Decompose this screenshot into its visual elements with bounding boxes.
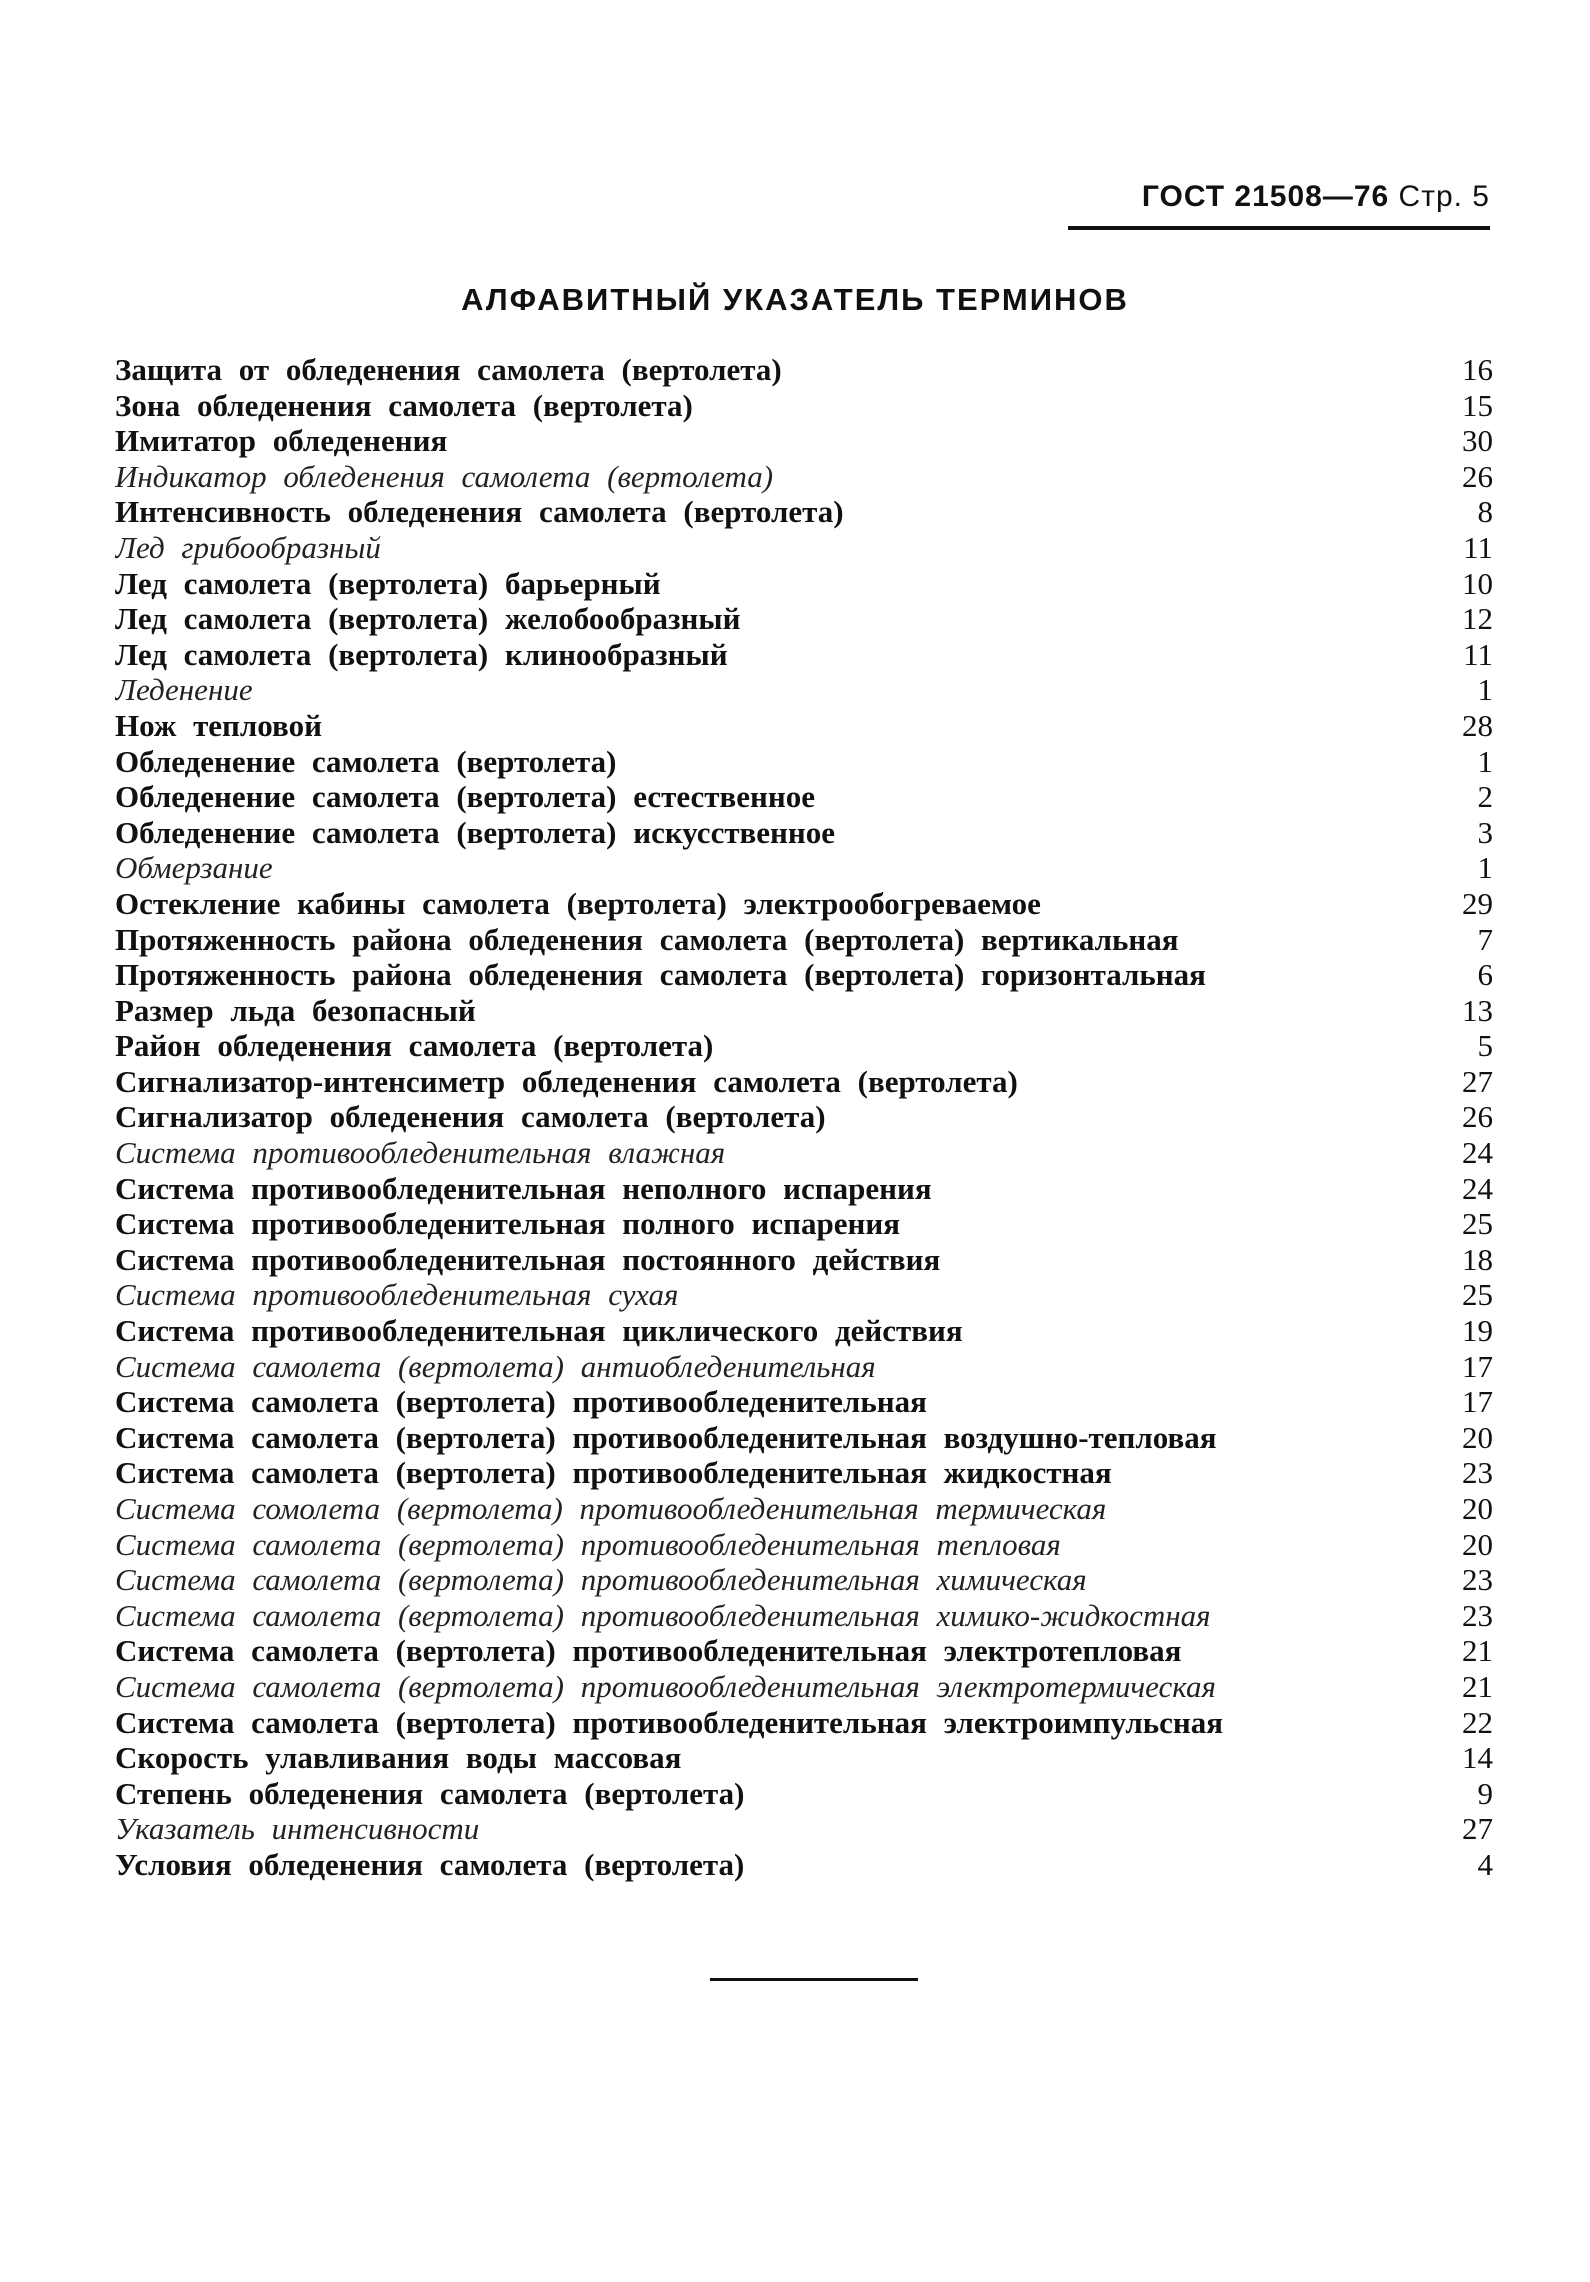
entry-page-number: 6 <box>1477 957 1493 993</box>
entry-page-number: 16 <box>1462 352 1493 387</box>
index-entry <box>115 1028 1493 1064</box>
entry-term: Размер льда безопасный <box>115 992 476 1028</box>
entry-term: Леденение <box>115 672 253 708</box>
entry-page-number: 24 <box>1462 1170 1493 1206</box>
index-entry <box>115 1455 1493 1491</box>
index-entry <box>115 886 1493 922</box>
entry-page-number: 12 <box>1462 601 1493 637</box>
index-entry <box>115 1669 1493 1705</box>
index-entry <box>115 1740 1493 1776</box>
index-entry <box>115 1171 1493 1207</box>
index-entry <box>115 1064 1493 1100</box>
footer-divider <box>710 1978 918 1981</box>
index-entry <box>115 601 1493 637</box>
entry-page-number: 23 <box>1462 1562 1493 1598</box>
entry-term: Система самолета (вертолета) противообледенительная химико-жидкостная <box>115 1597 1211 1633</box>
entry-page-number: 1 <box>1477 743 1493 779</box>
entry-term: Остекление кабины самолета (вертолета) электрообогреваемое <box>115 885 1041 921</box>
entry-term: Система самолета (вертолета) противообледенительная электроимпульсная <box>115 1704 1224 1740</box>
entry-term: Степень обледенения самолета (вертолета) <box>115 1775 745 1811</box>
entry-term: Зона обледенения самолета (вертолета) <box>115 387 693 423</box>
entry-page-number: 22 <box>1462 1704 1493 1740</box>
index-entry <box>115 1206 1493 1242</box>
entry-term: Имитатор обледенения <box>115 423 448 459</box>
entry-term: Сигнализатор-интенсиметр обледенения самолета (вертолета) <box>115 1063 1018 1099</box>
entry-page-number: 26 <box>1462 458 1493 494</box>
entry-term: Система самолета (вертолета) противообледенительная химическая <box>115 1562 1087 1598</box>
entry-term: Протяженность района обледенения самолета (вертолета) горизонтальная <box>115 957 1206 993</box>
entry-page-number: 2 <box>1477 779 1493 815</box>
entry-page-number: 3 <box>1477 814 1493 850</box>
entry-term: Защита от обледенения самолета (вертолета) <box>115 352 782 387</box>
entry-page-number: 24 <box>1462 1135 1493 1171</box>
entry-term: Лед грибообразный <box>115 529 381 565</box>
entry-page-number: 15 <box>1462 387 1493 423</box>
entry-page-number: 25 <box>1462 1277 1493 1313</box>
index-entry <box>115 1349 1493 1385</box>
entry-page-number: 28 <box>1462 707 1493 743</box>
entry-term: Система противообледенительная полного испарения <box>115 1206 900 1242</box>
entry-page-number: 11 <box>1463 529 1493 565</box>
index-entry <box>115 1313 1493 1349</box>
entry-page-number: 26 <box>1462 1099 1493 1135</box>
entry-page-number: 7 <box>1477 921 1493 957</box>
index-entry <box>115 388 1493 424</box>
entry-term: Система противообледенительная влажная <box>115 1135 726 1171</box>
entry-term: Обледенение самолета (вертолета) <box>115 743 617 779</box>
entry-term: Скорость улавливания воды массовая <box>115 1740 682 1776</box>
entry-page-number: 10 <box>1462 565 1493 601</box>
index-entry <box>115 1242 1493 1278</box>
entry-term: Система противообледенительная постоянного действия <box>115 1241 941 1277</box>
entry-page-number: 23 <box>1462 1455 1493 1491</box>
entry-page-number: 17 <box>1462 1384 1493 1420</box>
entry-term: Протяженность района обледенения самолета (вертолета) вертикальная <box>115 921 1179 957</box>
entry-term: Обледенение самолета (вертолета) искусственное <box>115 814 836 850</box>
index-entry <box>115 1099 1493 1135</box>
index-entry <box>115 1277 1493 1313</box>
index-entry <box>115 459 1493 495</box>
index-entry <box>115 637 1493 673</box>
entry-page-number: 30 <box>1462 423 1493 459</box>
index-entry <box>115 708 1493 744</box>
index-entry <box>115 1847 1493 1883</box>
entry-term: Система самолета (вертолета) противообледенительная <box>115 1384 927 1420</box>
entry-page-number: 11 <box>1463 636 1493 672</box>
index-entry <box>115 957 1493 993</box>
page-header <box>1000 180 1490 214</box>
entry-page-number: 5 <box>1477 1028 1493 1064</box>
entry-term: Сигнализатор обледенения самолета (вертолета) <box>115 1099 826 1135</box>
entry-page-number: 4 <box>1477 1846 1493 1882</box>
entry-term: Нож тепловой <box>115 707 322 743</box>
entry-page-number: 20 <box>1462 1526 1493 1562</box>
entry-term: Условия обледенения самолета (вертолета) <box>115 1846 745 1882</box>
entry-term: Район обледенения самолета (вертолета) <box>115 1028 714 1064</box>
index-entry <box>115 1776 1493 1812</box>
entry-term: Система противообледенительная неполного испарения <box>115 1170 932 1206</box>
index-entry <box>115 1384 1493 1420</box>
entry-term: Система самолета (вертолета) противообледенительная воздушно-тепловая <box>115 1419 1217 1455</box>
page-number-label: Стр. 5 <box>1398 180 1490 213</box>
entry-term: Система самолета (вертолета) антиобледенительная <box>115 1348 876 1384</box>
entry-page-number: 8 <box>1477 494 1493 530</box>
index-entry <box>115 850 1493 886</box>
index-entry <box>115 744 1493 780</box>
entry-term: Лед самолета (вертолета) желобообразный <box>115 601 741 637</box>
index-entry <box>115 815 1493 851</box>
entry-page-number: 27 <box>1462 1063 1493 1099</box>
index-entry <box>115 1598 1493 1634</box>
index-entry <box>115 352 1493 388</box>
entry-term: Обмерзание <box>115 850 273 886</box>
term-index-list <box>115 352 1493 1883</box>
entry-page-number: 14 <box>1462 1740 1493 1776</box>
entry-page-number: 13 <box>1462 992 1493 1028</box>
index-entry <box>115 530 1493 566</box>
index-entry <box>115 494 1493 530</box>
index-entry <box>115 566 1493 602</box>
entry-page-number: 20 <box>1462 1419 1493 1455</box>
index-entry <box>115 993 1493 1029</box>
index-entry <box>115 672 1493 708</box>
entry-page-number: 18 <box>1462 1241 1493 1277</box>
entry-page-number: 17 <box>1462 1348 1493 1384</box>
entry-page-number: 21 <box>1462 1668 1493 1704</box>
entry-page-number: 23 <box>1462 1597 1493 1633</box>
header-underline <box>1068 226 1490 230</box>
entry-page-number: 19 <box>1462 1313 1493 1349</box>
index-entry <box>115 1491 1493 1527</box>
entry-term: Лед самолета (вертолета) клинообразный <box>115 636 728 672</box>
index-entry <box>115 1562 1493 1598</box>
entry-term: Указатель интенсивности <box>115 1811 480 1847</box>
entry-term: Интенсивность обледенения самолета (вертолета) <box>115 494 844 530</box>
entry-term: Система противообледенительная циклического действия <box>115 1313 963 1349</box>
entry-term: Система самолета (вертолета) противообледенительная жидкостная <box>115 1455 1112 1491</box>
index-entry <box>115 1633 1493 1669</box>
index-entry <box>115 1811 1493 1847</box>
index-entry <box>115 1420 1493 1456</box>
entry-page-number: 9 <box>1477 1775 1493 1811</box>
entry-term: Лед самолета (вертолета) барьерный <box>115 565 661 601</box>
entry-term: Индикатор обледенения самолета (вертолета) <box>115 458 774 494</box>
index-entry <box>115 423 1493 459</box>
index-entry <box>115 1527 1493 1563</box>
entry-page-number: 27 <box>1462 1811 1493 1847</box>
entry-term: Система самолета (вертолета) противообледенительная электротермическая <box>115 1668 1216 1704</box>
entry-term: Система противообледенительная сухая <box>115 1277 679 1313</box>
entry-term: Система самолета (вертолета) противообледенительная тепловая <box>115 1526 1061 1562</box>
entry-page-number: 29 <box>1462 885 1493 921</box>
document-code: ГОСТ 21508—76 <box>1141 180 1390 213</box>
entry-page-number: 1 <box>1477 672 1493 708</box>
entry-page-number: 1 <box>1477 850 1493 886</box>
entry-term: Обледенение самолета (вертолета) естественное <box>115 779 815 815</box>
entry-page-number: 25 <box>1462 1206 1493 1242</box>
entry-term: Система сомолета (вертолета) противообледенительная термическая <box>115 1491 1107 1526</box>
entry-term: Система самолета (вертолета) противообледенительная электротепловая <box>115 1633 1182 1669</box>
page-title: АЛФАВИТНЫЙ УКАЗАТЕЛЬ ТЕРМИНОВ <box>461 282 1129 317</box>
entry-page-number: 20 <box>1462 1491 1493 1526</box>
index-entry <box>115 1705 1493 1741</box>
entry-page-number: 21 <box>1462 1633 1493 1669</box>
index-entry <box>115 779 1493 815</box>
index-entry <box>115 1135 1493 1171</box>
index-entry <box>115 922 1493 958</box>
